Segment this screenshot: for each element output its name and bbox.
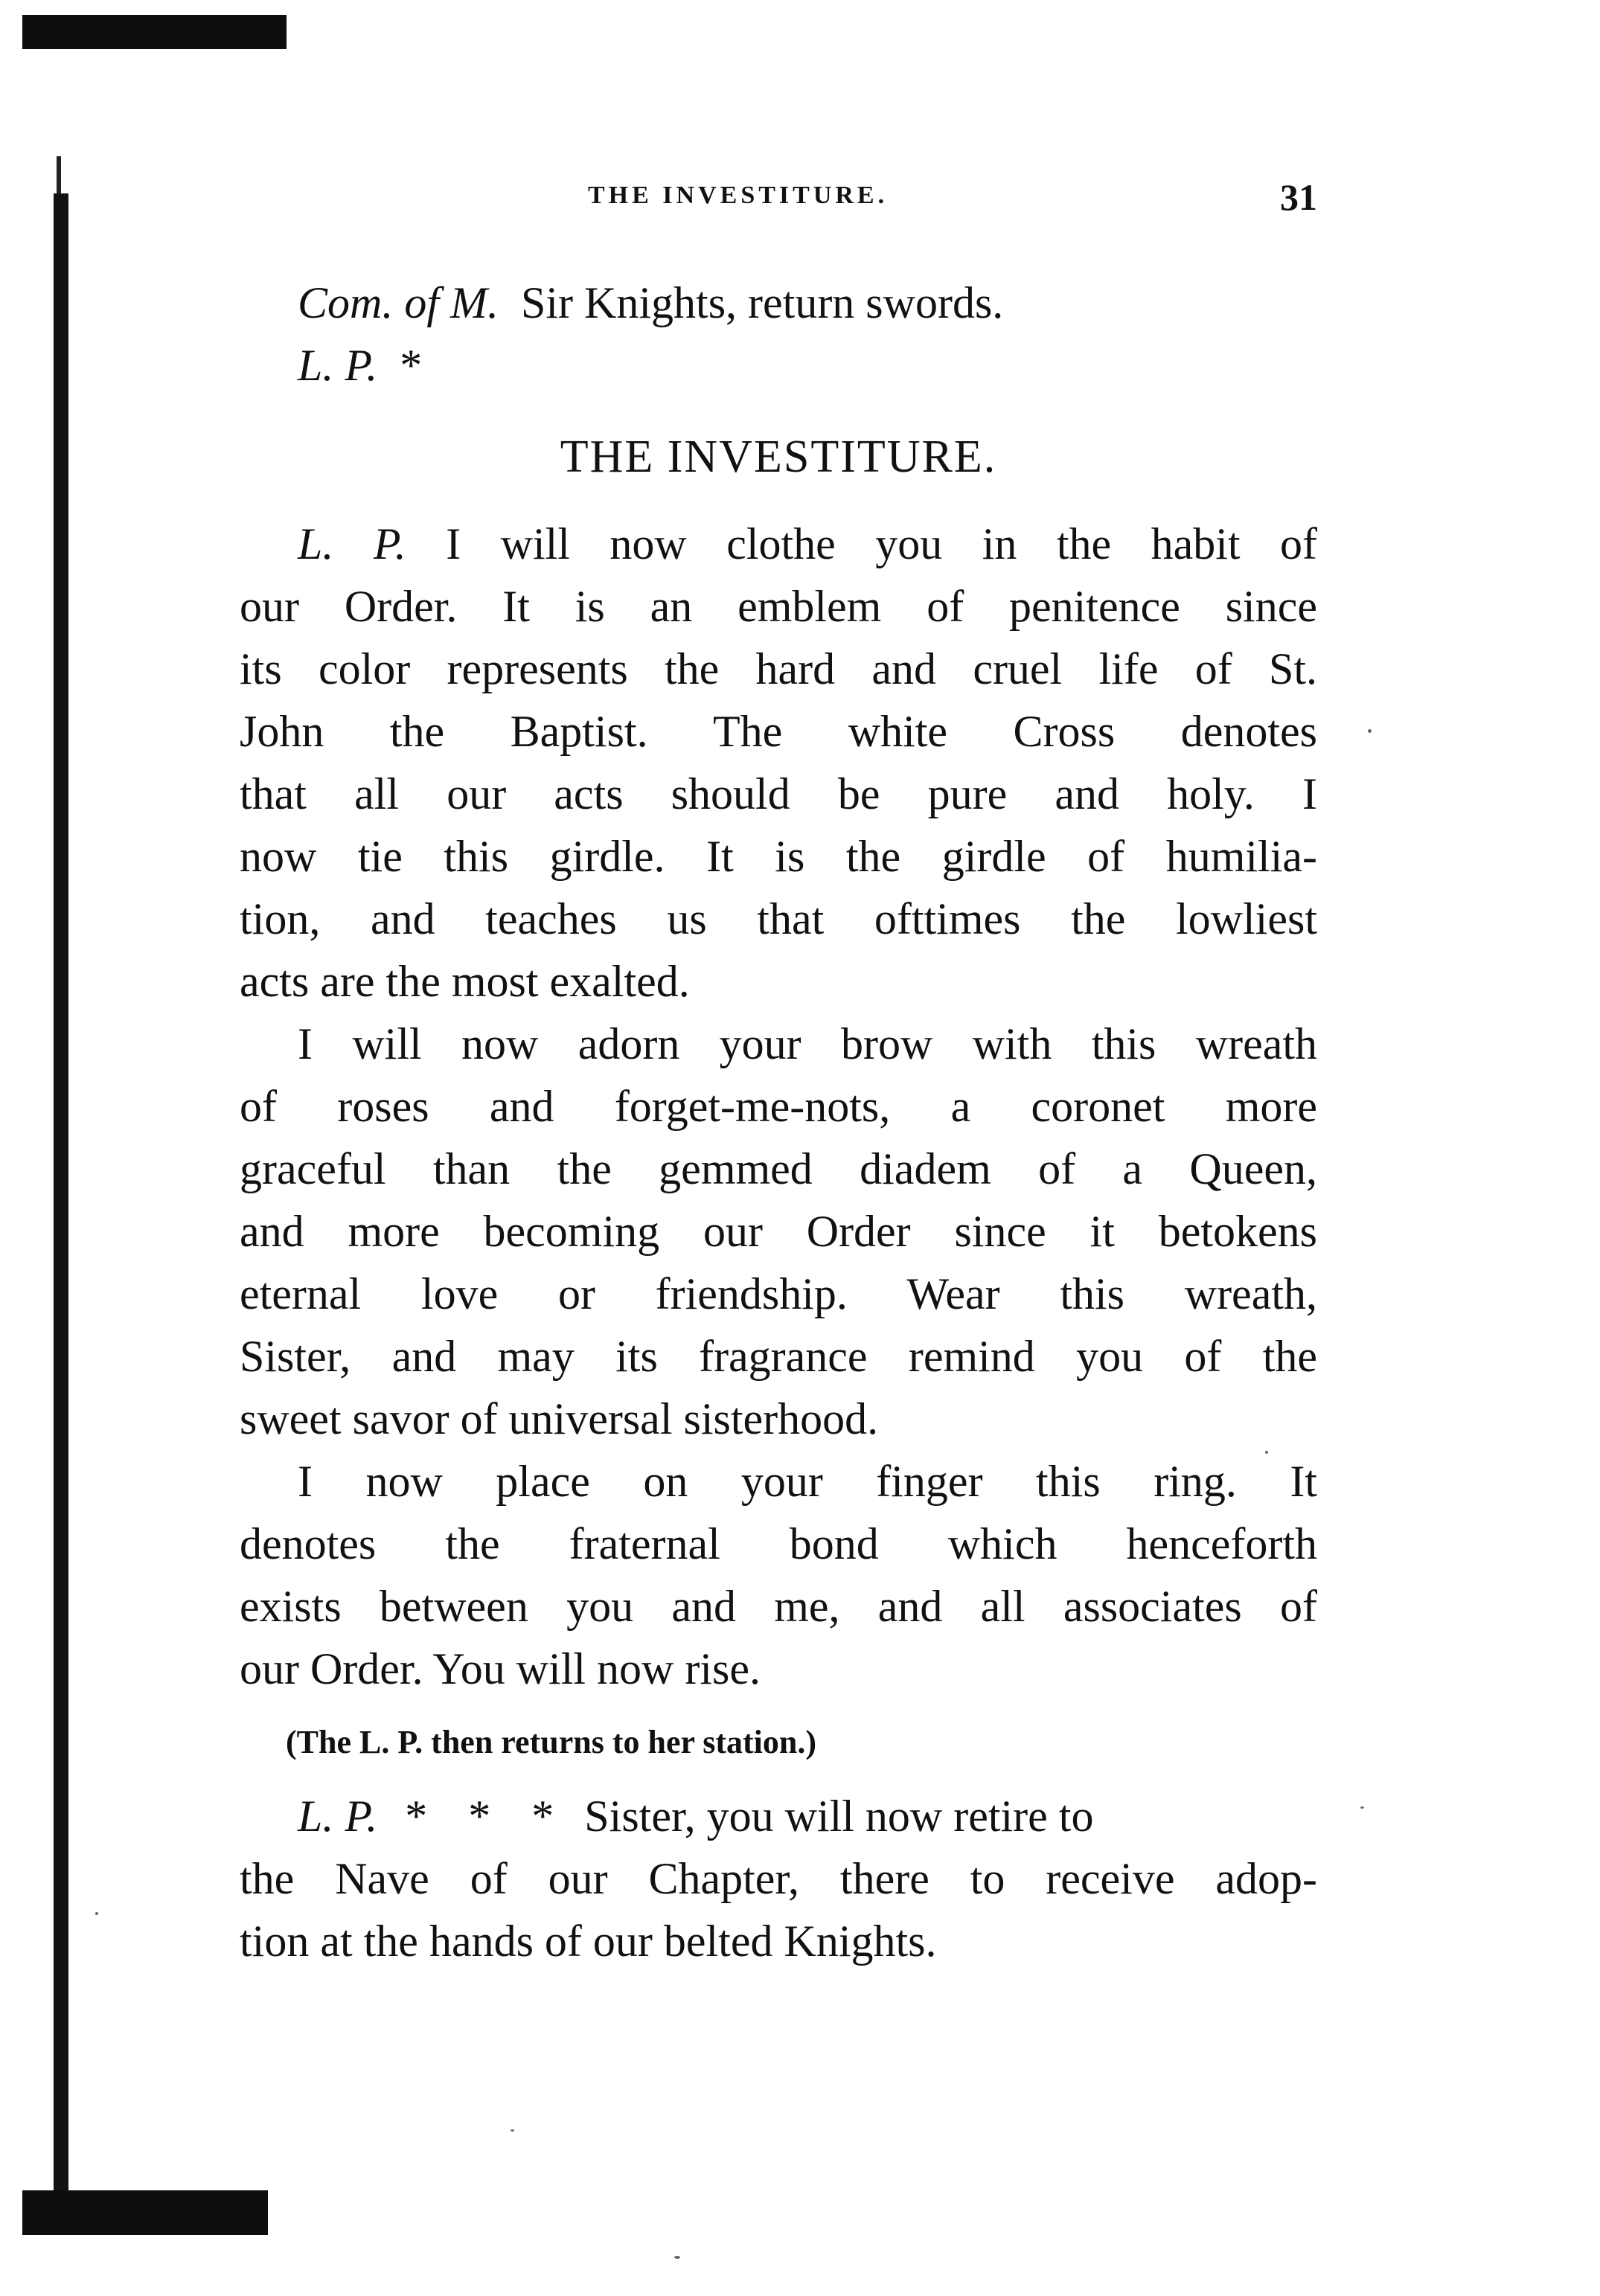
- paragraph-line: [240, 513, 1317, 575]
- scan-speck: [95, 1912, 98, 1915]
- scan-speck: [1360, 1806, 1364, 1809]
- star-mark: *: [400, 341, 423, 390]
- paragraph-line: John the Baptist. The white Cross denotes: [240, 707, 1317, 756]
- paragraph-line: tion, and teaches us that ofttimes the lowliest: [240, 894, 1317, 943]
- paragraph-line: sweet savor of universal sisterhood.: [240, 1394, 879, 1443]
- paragraph-line: denotes the fraternal bond which henceforth: [240, 1519, 1317, 1568]
- paragraph-line: its color represents the hard and cruel life of St.: [240, 644, 1317, 693]
- speaker-label: L. P.: [298, 519, 406, 568]
- paragraph-line: that all our acts should be pure and holy. I: [240, 769, 1317, 818]
- paragraph-line: I now place on your finger this ring. It: [298, 1457, 1317, 1506]
- speaker-label: L. P.: [298, 1792, 378, 1841]
- scan-speck: [1368, 729, 1372, 733]
- binding-line: [54, 193, 68, 2202]
- opening-line: [240, 272, 1317, 334]
- paragraph-line: [240, 1785, 1317, 1847]
- paragraph-line: the Nave of our Chapter, there to receive adop-: [240, 1854, 1317, 1903]
- paragraph-line: of roses and forget-me-nots, a coronet more: [240, 1082, 1317, 1131]
- paragraph-line: and more becoming our Order since it betokens: [240, 1207, 1317, 1256]
- section-heading: THE INVESTITURE.: [560, 432, 997, 482]
- paragraph-line: Sister, and may its fragrance remind you of the: [240, 1332, 1317, 1381]
- paragraph-line: now tie this girdle. It is the girdle of humilia-: [240, 832, 1317, 881]
- paragraph-line: tion at the hands of our belted Knights.: [240, 1917, 937, 1966]
- running-title: THE INVESTITURE.: [588, 182, 889, 209]
- paragraph-line: I will now adorn your brow with this wreath: [298, 1019, 1317, 1068]
- page-number: 31: [1280, 176, 1317, 218]
- page-body: [240, 272, 1317, 1972]
- paragraph-line: acts are the most exalted.: [240, 957, 690, 1006]
- paragraph-line: exists between you and me, and all associates of: [240, 1582, 1317, 1631]
- running-header: [246, 176, 1317, 220]
- paragraph-text: Sister, you will now retire to: [584, 1792, 1094, 1841]
- paragraph-line: graceful than the gemmed diadem of a Queen,: [240, 1144, 1317, 1193]
- scan-edge-bar-bottom: [22, 2190, 268, 2235]
- paragraph-line: our Order. You will now rise.: [240, 1644, 761, 1693]
- paragraph-line: eternal love or friendship. Wear this wreath,: [240, 1269, 1317, 1318]
- stage-direction: (The L. P. then returns to her station.): [286, 1724, 816, 1760]
- speaker-label: L. P.: [298, 341, 378, 390]
- paragraph-text: I will now clothe you in the habit of: [446, 519, 1317, 568]
- scan-edge-bar-top: [22, 15, 287, 49]
- dialogue-text: Sir Knights, return swords.: [521, 278, 1004, 327]
- scan-speck: [674, 2256, 680, 2259]
- speaker-label: Com. of M.: [298, 278, 499, 327]
- opening-line: [240, 334, 1317, 397]
- paragraph-line: our Order. It is an emblem of penitence since: [240, 582, 1317, 631]
- star-marks: * * *: [405, 1792, 554, 1841]
- scan-speck: [511, 2129, 514, 2132]
